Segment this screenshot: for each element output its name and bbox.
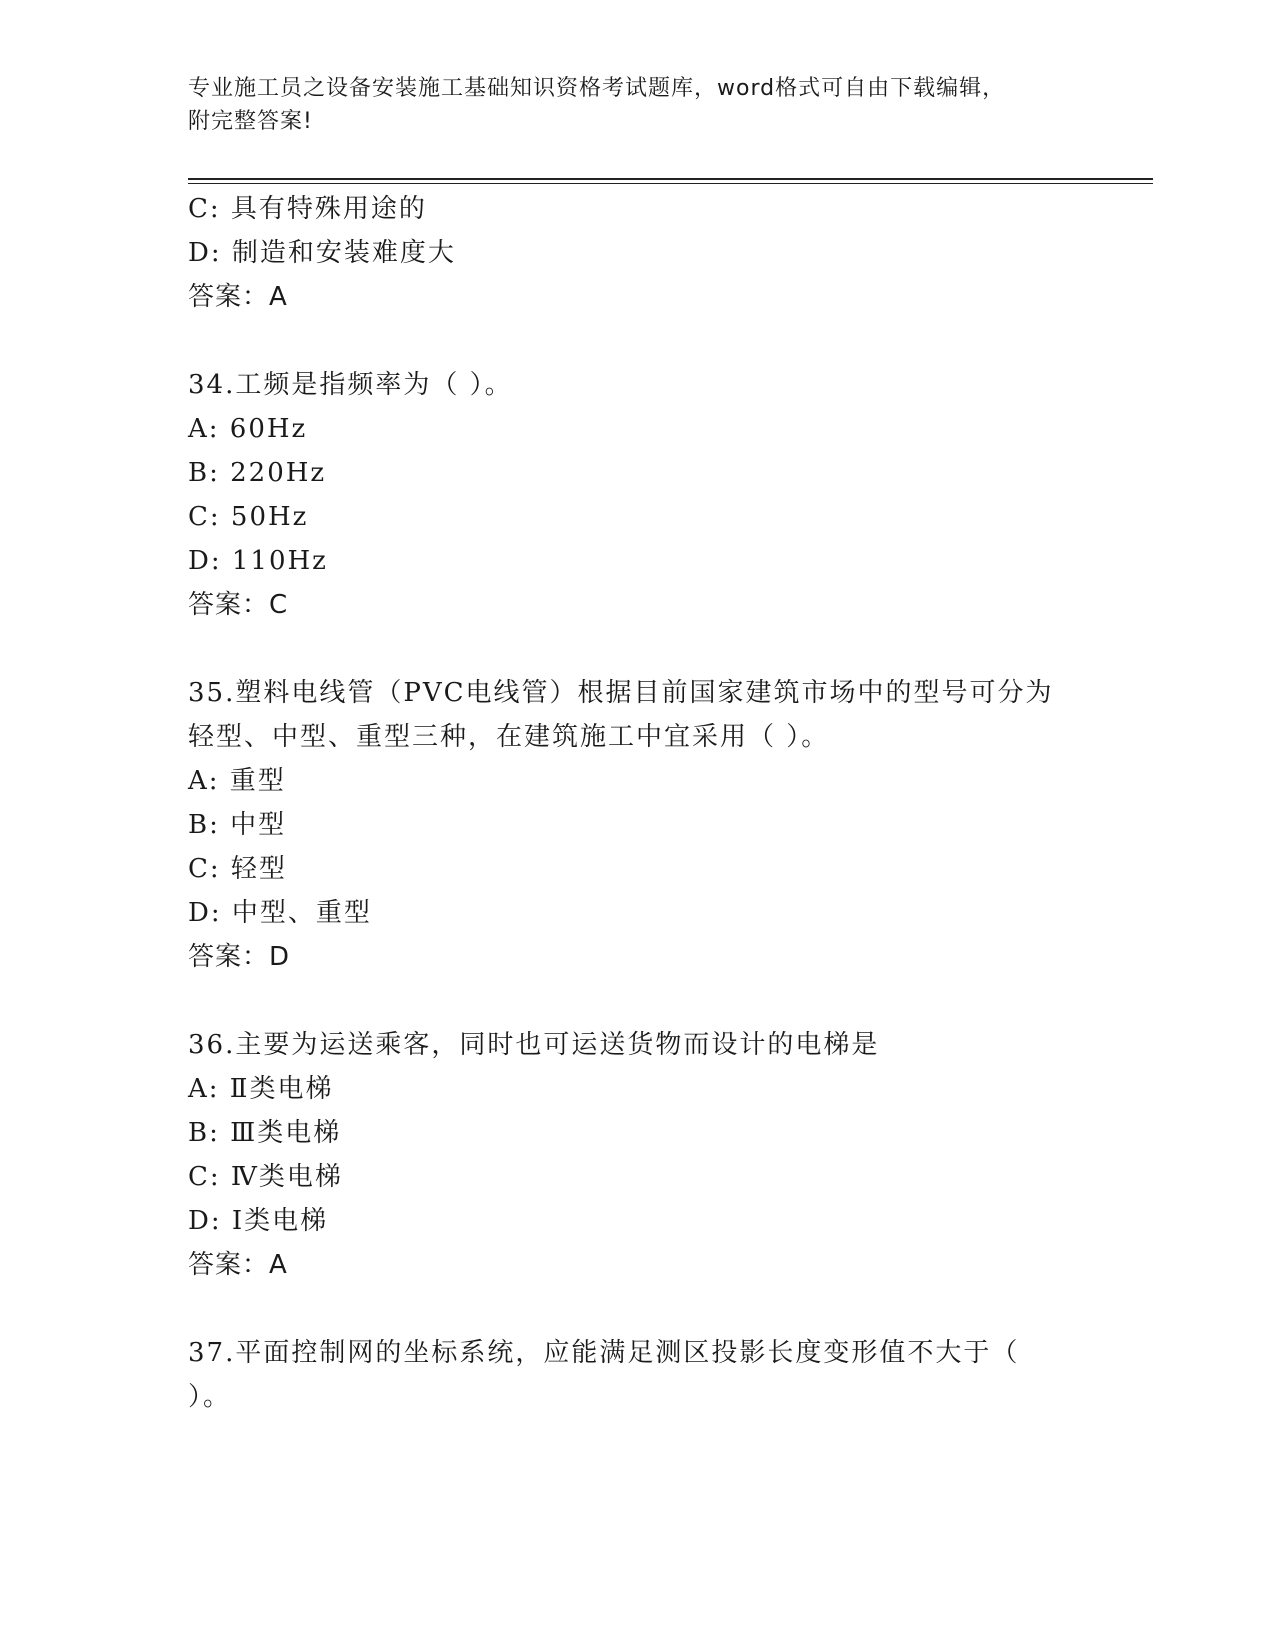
q34-option-b: B: 220Hz [188,458,327,488]
header-title-line-1: 专业施工员之设备安装施工基础知识资格考试题库，word格式可自由下载编辑， [188,76,1006,101]
q36-option-a: A: Ⅱ类电梯 [188,1074,334,1104]
header-title-line-2: 附完整答案! [188,109,313,134]
prev-answer: 答案：A [188,282,288,312]
q34-option-c: C: 50Hz [188,502,309,532]
prev-option-d: D: 制造和安装难度大 [188,238,456,268]
q35-option-c: C: 轻型 [188,854,287,884]
q34-option-a: A: 60Hz [188,414,308,444]
q35-option-b: B: 中型 [188,810,287,840]
page-header [188,72,1088,138]
q34-stem: 34.工频是指频率为（ ）。 [188,370,513,400]
prev-option-c: C: 具有特殊用途的 [188,194,427,224]
q35-stem-line-1: 35.塑料电线管（PVC电线管）根据目前国家建筑市场中的型号可分为 [188,678,1054,708]
q35-answer: 答案：D [188,942,291,972]
q36-option-c: C: Ⅳ类电梯 [188,1162,343,1192]
q37-stem-line-1: 37.平面控制网的坐标系统，应能满足测区投影长度变形值不大于（ [188,1338,1020,1368]
q36-stem: 36.主要为运送乘客，同时也可运送货物而设计的电梯是 [188,1030,880,1060]
q35-option-d: D: 中型、重型 [188,898,372,928]
header-divider-thick [188,178,1153,180]
header-divider-thin [188,183,1153,184]
q36-option-b: B: Ⅲ类电梯 [188,1118,342,1148]
q35-option-a: A: 重型 [188,766,286,796]
q36-option-d: D: Ⅰ类电梯 [188,1206,329,1236]
q37-stem-line-2: ）。 [188,1382,232,1412]
q36-answer: 答案：A [188,1250,288,1280]
q34-answer: 答案：C [188,590,289,620]
q35-stem-line-2: 轻型、中型、重型三种，在建筑施工中宜采用（ ）。 [188,722,830,752]
q34-option-d: D: 110Hz [188,546,328,576]
